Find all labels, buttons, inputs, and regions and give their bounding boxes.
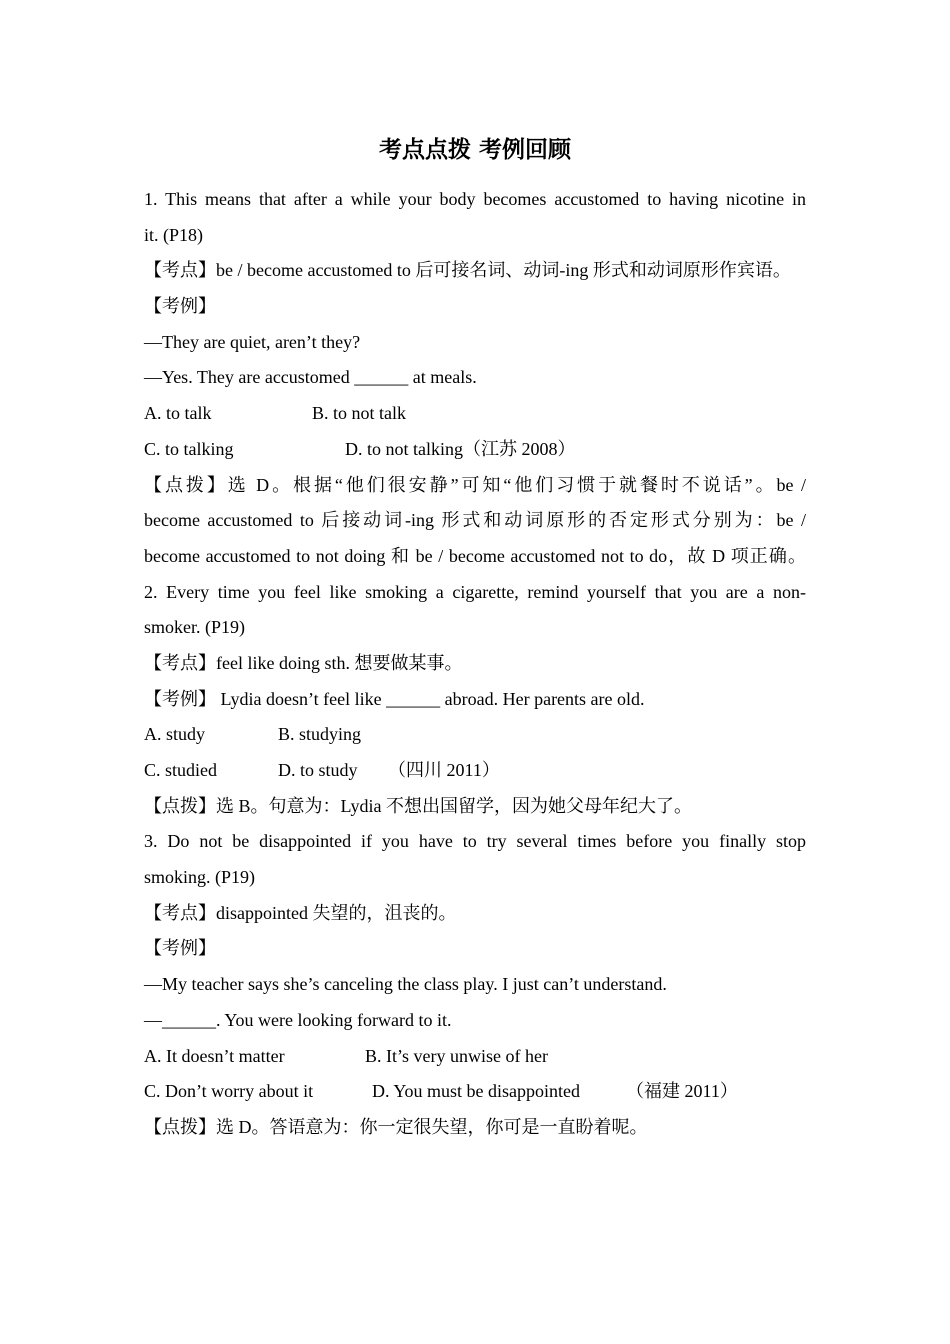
q1-sentence-line2: it. (P18)	[144, 224, 204, 245]
q2-option-c: C. studied	[144, 760, 218, 780]
q2-example: 【考例】 Lydia doesn’t feel like ______ abroad. Her parents are old.	[144, 688, 645, 709]
q1-options-row1	[144, 396, 806, 432]
q2-option-d: D. to study	[278, 760, 358, 780]
q1-option-a: A. to talk	[144, 403, 212, 424]
q2-options-row2	[144, 753, 806, 789]
q1-explain-line2: become accustomed to 后接动词-ing 形式和动词原形的否定形式分别为：be /	[144, 510, 806, 531]
q3-dialog-2: —______. You were looking forward to it.	[144, 1009, 452, 1030]
q3-option-d: D. You must be disappointed	[372, 1081, 581, 1102]
q3-option-c: C. Don’t worry about it	[144, 1081, 314, 1102]
q1-explain-line3: become accustomed to not doing 和 be / become accustomed not to do，故 D 项正确。	[144, 545, 806, 566]
q1-sentence-line1: 1. This means that after a while your body becomes accustomed to having nicotine in	[144, 189, 806, 209]
q1-example-label: 【考例】	[144, 296, 216, 317]
q3-sentence-line1: 3. Do not be disappointed if you have to try several times before you finally stop	[144, 831, 806, 852]
q1-dialog-2: —Yes. They are accustomed ______ at meals.	[144, 367, 477, 388]
q1-option-b: B. to not talk	[312, 403, 406, 424]
q3-point: 【考点】disappointed 失望的，沮丧的。	[144, 902, 457, 923]
q1-option-d: D. to not talking（江苏 2008）	[345, 438, 576, 459]
q3-option-b: B. It’s very unwise of her	[365, 1045, 548, 1066]
q2-point: 【考点】feel like doing sth. 想要做某事。	[144, 652, 463, 673]
q3-dialog-1: —My teacher says she’s canceling the class play. I just can’t understand.	[144, 974, 667, 995]
q3-example-label: 【考例】	[144, 938, 216, 959]
q2-options-row1	[144, 717, 806, 753]
q1-option-c: C. to talking	[144, 438, 234, 459]
q2-sentence-line1: 2. Every time you feel like smoking a cigarette, remind yourself that you are a non-	[144, 581, 806, 602]
q3-sentence-line2: smoking. (P19)	[144, 867, 256, 888]
q1-options-row2	[144, 432, 806, 468]
q1-dialog-1: —They are quiet, aren’t they?	[144, 331, 361, 352]
q2-option-b: B. studying	[278, 724, 362, 745]
document-page	[144, 130, 806, 1146]
q3-option-a: A. It doesn’t matter	[144, 1045, 285, 1066]
q2-source: （四川 2011）	[388, 760, 500, 780]
q2-explain: 【点拨】选 B。句意为：Lydia 不想出国留学，因为她父母年纪大了。	[144, 795, 692, 816]
q3-options-row1	[144, 1039, 806, 1075]
q2-option-a: A. study	[144, 724, 206, 745]
page-title: 考点点拨 考例回顾	[378, 137, 571, 163]
q2-sentence-line2: smoker. (P19)	[144, 617, 245, 638]
q3-options-row2	[144, 1074, 806, 1110]
q3-explain: 【点拨】选 D。答语意为：你一定很失望，你可是一直盼着呢。	[144, 1116, 648, 1137]
q3-source: （福建 2011）	[626, 1081, 738, 1102]
q1-explain-line1: 【点拨】选 D。根据“他们很安静”可知“他们习惯于就餐时不说话”。be /	[144, 474, 806, 495]
q1-point: 【考点】be / become accustomed to 后可接名词、动词-ing 形式和动词原形作宾语。	[144, 260, 791, 281]
